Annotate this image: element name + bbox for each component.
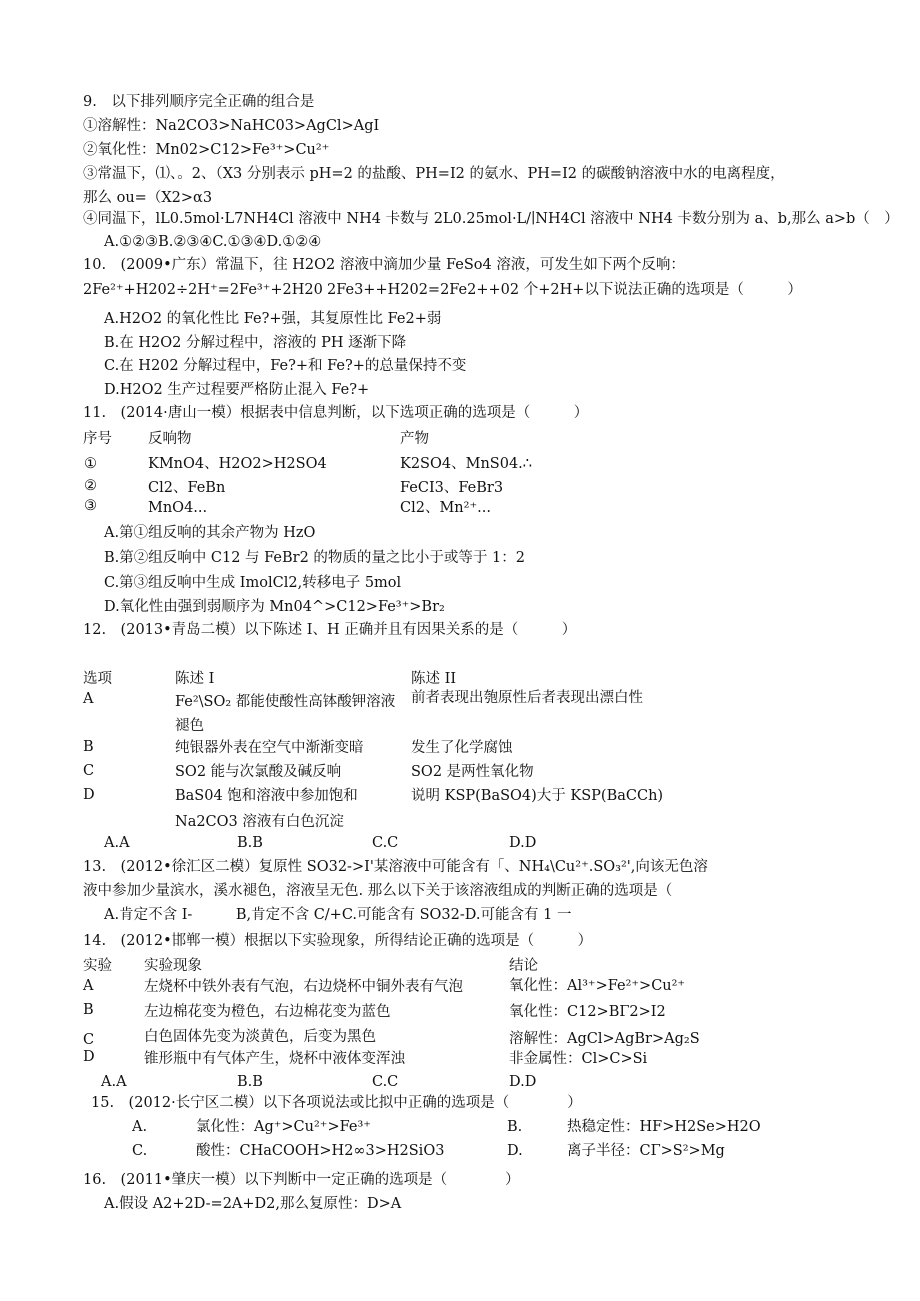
q12-row-b-statement-1: 纯银器外表在空气中渐渐变暗: [175, 740, 364, 756]
q15-option-a-label: A.: [132, 1119, 148, 1135]
q14-option-b: B.B: [237, 1074, 263, 1090]
q16-option-a: A.假设 A2+2D-=2A+D2,那么复原性：D>A: [104, 1196, 402, 1212]
q14-row-b-phenomenon: 左边棉花变为橙色，右边棉花变为蓝色: [144, 1004, 391, 1020]
q14-row-a-experiment: A: [83, 978, 94, 994]
q12-title: 12. (2013•青岛二模）以下陈述 I、H 正确并且有因果关系的是（ ）: [83, 622, 577, 638]
q11-row1-reactants: KMnO4、H2O2>H2SO4: [148, 456, 327, 472]
q14-header-conclusion: 结论: [509, 958, 538, 974]
q9-statement-4: ④同温下，lL0.5mol·L7NH4Cl 溶液中 NH4 卡数与 2L0.25mol·L/∣NH4Cl 溶液中 NH4 卡数分别为 a、b,那么 a>b（ ）: [83, 211, 899, 227]
q13-line-2: 液中参加少量滨水，溪水褪色，溶液呈无色. 那么以下关于该溶液组成的判断正确的选项是（: [83, 883, 673, 899]
q13-options: A.肯定不含 I- B,肯定不含 C/+C.可能含有 SO32-D.可能含有 1 一: [104, 907, 572, 923]
q10-option-d: D.H2O2 生产过程要严格防止混入 Fe?+: [104, 382, 370, 398]
q15-title: 15. (2012·长宁区二模）以下各项说法或比拟中正确的选项是（ ）: [91, 1095, 582, 1111]
q12-option-d: D.D: [509, 835, 537, 851]
q15-option-b-label: B.: [507, 1119, 523, 1135]
q11-header-reactants: 反响物: [148, 431, 192, 447]
q14-row-d-conclusion: 非金属性：Cl>C>Si: [509, 1051, 648, 1067]
q11-option-b: B.第②组反响中 C12 与 FeBr2 的物质的量之比小于或等于 1：2: [104, 550, 525, 566]
q12-row-b-statement-2: 发生了化学腐蚀: [411, 740, 513, 756]
q11-row3-products: Cl2、Mn²⁺...: [400, 500, 491, 516]
q15-option-c-text: 酸性：CHaCOOH>H2∞3>H2SiO3: [196, 1143, 445, 1159]
q14-option-d: D.D: [509, 1074, 537, 1090]
q11-row2-reactants: Cl2、FeBn: [148, 480, 226, 496]
q12-option-b: B.B: [237, 835, 263, 851]
q11-row3-no: ③: [84, 498, 97, 514]
q14-row-c-conclusion: 溶解性：AgCl>AgBr>Ag₂S: [509, 1031, 700, 1047]
q11-row1-no: ①: [84, 456, 97, 472]
q14-option-a: A.A: [101, 1074, 127, 1090]
q12-row-c-statement-1: SO2 能与次氯酸及碱反响: [175, 764, 342, 780]
q11-row3-reactants: MnO4...: [148, 500, 208, 516]
q11-option-d: D.氧化性由强到弱顺序为 Mn04^>C12>Fe³⁺>Br₂: [104, 599, 445, 615]
q12-row-d-statement-1: BaS04 饱和溶液中参加饱和: [175, 788, 358, 804]
q9-options: A.①②③B.②③④C.①③④D.①②④: [104, 234, 322, 250]
q14-header-experiment: 实验: [83, 958, 112, 974]
q12-row-d-statement-2: 说明 KSP(BaSO4)大于 KSP(BaCCh): [411, 788, 664, 804]
q11-header-products: 产物: [400, 431, 429, 447]
q12-row-d-statement-1-cont: Na2CO3 溶液有白色沉淀: [175, 814, 344, 830]
q11-row1-products: K2SO4、MnS04.∴: [400, 456, 533, 472]
q16-title: 16. (2011•肇庆一模）以下判断中一定正确的选项是（ ）: [83, 1172, 520, 1188]
q15-option-a-text: 氯化性：Ag⁺>Cu²⁺>Fe³⁺: [196, 1119, 371, 1135]
q14-row-b-conclusion: 氧化性：C12>BΓ2>I2: [509, 1004, 666, 1020]
q12-option-c: C.C: [372, 835, 399, 851]
q11-option-c: C.第③组反响中生成 ImolCl2,转移电子 5mol: [104, 575, 402, 591]
q10-option-a: A.H2O2 的氧化性比 Fe?+强，其复原性比 Fe2+弱: [104, 311, 442, 327]
q11-row2-no: ②: [84, 478, 97, 494]
q9-title: 9. 以下排列顺序完全正确的组合是: [83, 94, 315, 110]
q12-option-a: A.A: [104, 835, 130, 851]
q12-header-option: 选项: [83, 671, 112, 687]
q14-title: 14. (2012•邯郸一模）根据以下实验现象，所得结论正确的选项是（ ）: [83, 933, 593, 949]
q14-header-phenomenon: 实验现象: [144, 958, 202, 974]
q12-row-a-statement-2: 前者表现出匏原性后者表现出漂白性: [411, 690, 643, 706]
q10-option-b: B.在 H2O2 分解过程中，溶液的 PH 逐渐下降: [104, 335, 407, 351]
q15-option-b-text: 热稳定性：HF>H2Se>H2O: [567, 1119, 761, 1135]
q14-row-d-experiment: D: [83, 1049, 95, 1065]
q9-statement-3: ③常温下，⑴、。2、（X3 分别表示 pH=2 的盐酸、PH=I2 的氨水、PH=I2 的碳酸钠溶液中水的电离程度，: [83, 166, 785, 182]
q14-row-c-experiment: C: [83, 1032, 95, 1048]
q14-option-c: C.C: [372, 1074, 399, 1090]
q11-title: 11. (2014·唐山一模）根据表中信息判断，以下选项正确的选项是（ ）: [83, 405, 589, 421]
q15-option-d-label: D.: [507, 1143, 523, 1159]
q11-row2-products: FeCI3、FeBr3: [400, 480, 504, 496]
q12-row-a-statement-1-cont: 褪色: [175, 718, 204, 734]
q12-row-a-statement-1: Fe²\SO₂ 都能使酸性高钵酸钾溶液: [175, 694, 396, 710]
q15-option-c-label: C.: [132, 1143, 148, 1159]
q11-option-a: A.第①组反响的其余产物为 HzO: [104, 525, 316, 541]
q10-equation-2: 2Fe3++H202=2Fe2++02 个+2H+以下说法正确的选项是（ ）: [327, 282, 802, 298]
q14-row-d-phenomenon: 锥形瓶中有气体产生，烧杯中液体变浑浊: [144, 1051, 405, 1067]
q10-equation-1: 2Fe²⁺+H202÷2H⁺=2Fe³⁺+2H20: [83, 282, 323, 298]
q12-row-c-statement-2: SO2 是两性氧化物: [411, 764, 534, 780]
q12-header-statement-1: 陈述 I: [175, 671, 215, 687]
q12-row-b-option: B: [83, 739, 94, 755]
q9-statement-1: ①溶解性：Na2CO3>NaHC03>AgCl>AgI: [83, 118, 380, 134]
q15-option-d-text: 离子半径：CΓ>S²>Mg: [567, 1143, 725, 1159]
q12-row-d-option: D: [83, 787, 95, 803]
q14-row-a-phenomenon: 左烧杯中铁外表有气泡，右边烧杯中铜外表有气泡: [144, 979, 463, 995]
q10-option-c: C.在 H202 分解过程中，Fe?+和 Fe?+的总量保持不变: [104, 358, 467, 374]
q14-row-a-conclusion: 氧化性：Al³⁺>Fe²⁺>Cu²⁺: [509, 978, 686, 994]
q13-title: 13. (2012•徐汇区二模）复原性 SO32->I'某溶液中可能含有「、NH₄\Cu²⁺.SO₃²',向该无色溶: [83, 859, 708, 875]
q10-title: 10. (2009•广东）常温下，往 H2O2 溶液中滴加少量 FeSo4 溶液，可发生如下两个反响：: [83, 257, 685, 273]
q14-row-c-phenomenon: 白色固体先变为淡黄色，后变为黑色: [144, 1029, 376, 1045]
q12-row-a-option: A: [83, 691, 94, 707]
q12-row-c-option: C: [83, 763, 95, 779]
q12-header-statement-2: 陈述 II: [411, 671, 457, 687]
q11-header-no: 序号: [83, 431, 112, 447]
q9-statement-2: ②氧化性：Mn02>C12>Fe³⁺>Cu²⁺: [83, 142, 330, 158]
q9-statement-3-cont: 那么 ou=（X2>α3: [83, 190, 213, 206]
q14-row-b-experiment: B: [83, 1002, 94, 1018]
